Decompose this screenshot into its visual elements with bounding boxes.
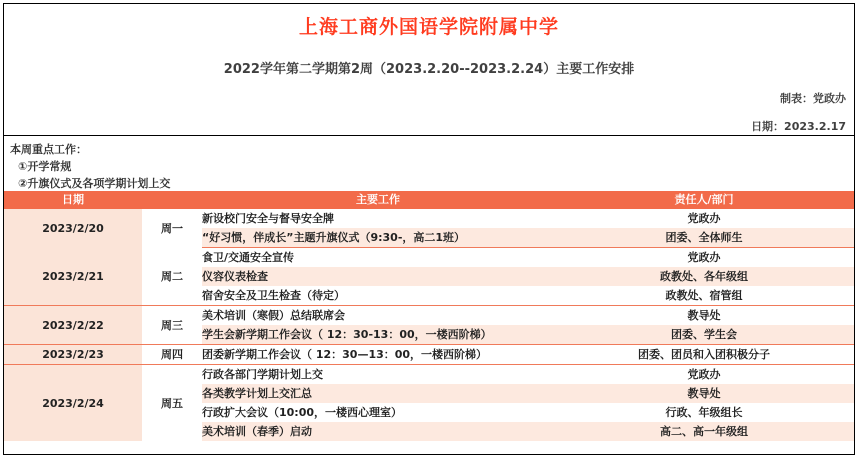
weekday-cell: 周五: [142, 365, 202, 442]
task-cell: 美术培训（春季）启动: [202, 422, 554, 441]
table-row: [4, 345, 854, 365]
owner-cell: 政教处、宿管组: [554, 286, 854, 306]
task-cell: 行政扩大会议（10:00，一楼西心理室）: [202, 406, 403, 419]
header-divider: [4, 135, 854, 136]
task-cell: 行政各部门学期计划上交: [202, 368, 323, 381]
weekday-cell: 周四: [142, 345, 202, 365]
task-cell: 美术培训（寒假）总结联席会: [202, 309, 345, 322]
task-cell: 新设校门安全与督导安全牌: [202, 212, 334, 225]
owner-cell: 行政、年级组长: [665, 406, 743, 419]
date-cell: 2023/2/22: [4, 306, 142, 345]
task-cell: 食卫/交通安全宣传: [202, 251, 295, 264]
owner-cell: 党政办: [687, 212, 721, 225]
owner-cell: 教导处: [554, 384, 854, 403]
owner-cell: 教导处: [687, 309, 721, 322]
weekday-cell: 周二: [142, 248, 202, 306]
task-cell: 宿舍安全及卫生检查（待定）: [202, 286, 554, 306]
owner-cell: 党政办: [687, 251, 721, 264]
date-cell: 2023/2/24: [4, 365, 142, 442]
weekday-cell: 周三: [142, 306, 202, 345]
schedule-table: [4, 191, 854, 441]
focus-item: ②升旗仪式及各项学期计划上交: [18, 177, 171, 190]
weekday-cell: 周一: [142, 209, 202, 248]
date-label: 日期：2023.2.17: [751, 120, 846, 133]
header-day: [142, 191, 202, 209]
table-row: [4, 209, 854, 228]
task-cell: 仪容仪表检查: [202, 267, 554, 286]
table-row: [4, 365, 854, 385]
table-row: [4, 248, 854, 268]
owner-cell: 团委、全体师生: [554, 228, 854, 248]
task-cell: 学生会新学期工作会议（ 12：30-13：00，一楼西阶梯）: [202, 325, 554, 345]
date-cell: 2023/2/21: [4, 248, 142, 306]
task-cell: 团委新学期工作会议（ 12：30—13：00，一楼西阶梯）: [202, 345, 554, 365]
owner-cell: 团委、学生会: [554, 325, 854, 345]
schedule-sheet: [3, 3, 855, 455]
header-date: 日期: [4, 191, 142, 209]
owner-cell: 党政办: [687, 368, 721, 381]
focus-item: ①开学常规: [18, 160, 72, 173]
header-owner: 责任人/部门: [554, 191, 854, 209]
table-header-row: [4, 191, 854, 209]
date-cell: 2023/2/23: [4, 345, 142, 365]
owner-cell: 团委、团员和入团积极分子: [554, 345, 854, 365]
header-task: 主要工作: [202, 191, 554, 209]
task-cell: 各类教学计划上交汇总: [202, 384, 554, 403]
owner-cell: 政教处、各年级组: [554, 267, 854, 286]
task-cell: “好习惯，伴成长”主题升旗仪式（9:30-，高二1班）: [202, 228, 554, 248]
maker-label: 制表：党政办: [780, 92, 846, 105]
table-row: [4, 306, 854, 326]
schedule-subtitle: 2022学年第二学期第2周（2023.2.20--2023.2.24）主要工作安排: [223, 62, 635, 77]
focus-heading: 本周重点工作：: [10, 143, 87, 156]
owner-cell: 高二、高一年级组: [554, 422, 854, 441]
school-title: 上海工商外国语学院附属中学: [298, 16, 559, 38]
date-cell: 2023/2/20: [4, 209, 142, 248]
